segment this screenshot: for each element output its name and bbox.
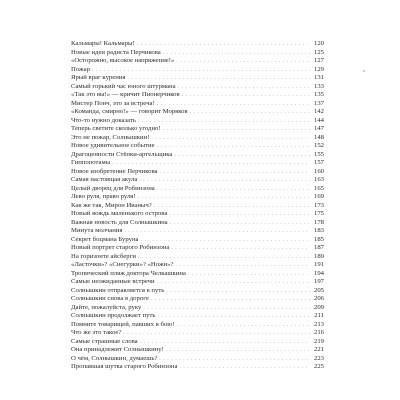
toc-dot-leader [163, 49, 310, 58]
toc-entry-page: 206 [313, 295, 324, 302]
toc-entry [71, 117, 324, 126]
toc-entry-title: Дайте, пожалуйста, руку [71, 303, 142, 311]
toc-dot-leader [176, 321, 310, 330]
toc-entry [71, 219, 324, 228]
toc-entry-title: Новый вождь маленького острова [71, 210, 168, 217]
toc-entry-title: Помните товарищей, павших в бою! [71, 320, 175, 328]
toc-entry-title: Что же это такое? [71, 329, 122, 336]
toc-entry-page: 152 [313, 142, 324, 149]
toc-dot-leader [171, 244, 310, 253]
toc-entry-title: Драгоценности Стёпки-артельщика [71, 150, 173, 158]
toc-entry [71, 66, 324, 75]
toc-entry [71, 40, 324, 49]
margin-mark [363, 70, 365, 72]
toc-dot-leader [160, 168, 311, 177]
toc-dot-leader [123, 329, 310, 338]
toc-entry-title: Она принадлежит Солнышкину! [71, 346, 164, 353]
toc-dot-leader [163, 125, 310, 134]
toc-entry [71, 100, 324, 109]
toc-entry-page: 189 [313, 252, 324, 260]
toc-entry-title: Мистер Понч, это за встреча! [71, 99, 155, 107]
toc-entry-page: 191 [313, 261, 324, 268]
toc-entry [71, 57, 324, 66]
toc-dot-leader [151, 134, 310, 143]
toc-entry [71, 295, 324, 304]
toc-entry-page: 216 [313, 329, 324, 336]
toc-entry [71, 176, 324, 185]
toc-entry [71, 151, 324, 160]
toc-dot-leader [188, 270, 310, 279]
toc-entry-page: 175 [313, 210, 324, 217]
toc-entry-title: Солнышкин снова в дороге [71, 295, 149, 302]
toc-entry-page: 160 [313, 167, 324, 175]
toc-entry-page: 163 [313, 176, 324, 183]
toc-entry-page: 173 [313, 201, 324, 209]
toc-entry [71, 193, 324, 202]
toc-entry-page: 144 [313, 116, 324, 124]
toc-entry [71, 125, 324, 134]
toc-entry [71, 159, 324, 168]
toc-entry-title: Самые неожиданные встречи [71, 278, 155, 285]
toc-dot-leader [179, 363, 310, 372]
toc-entry [71, 287, 324, 296]
toc-entry [71, 227, 324, 236]
toc-dot-leader [159, 355, 310, 364]
toc-entry-title: Пропавшая шутка старого Робинзона [71, 363, 178, 370]
toc-entry [71, 185, 324, 194]
toc-entry [71, 142, 324, 151]
toc-entry [71, 210, 324, 219]
table-of-contents [71, 40, 324, 372]
toc-entry-page: 225 [313, 363, 324, 370]
toc-entry-page: 197 [313, 278, 324, 285]
toc-entry-title: Минута молчания [71, 227, 123, 234]
toc-entry-title: Целый дворец для Робинзона [71, 184, 155, 192]
toc-entry [71, 202, 324, 211]
toc-entry-title: Кальмары! Кальмары! [71, 40, 135, 47]
toc-dot-leader [166, 346, 310, 355]
toc-entry-page: 187 [313, 244, 324, 251]
toc-entry-title: «Команда, смирно!» — говорит Моряков [71, 108, 188, 115]
toc-entry [71, 74, 324, 83]
toc-entry-title: Самый горький час юного штурмана [71, 82, 176, 90]
toc-entry-title: Пожар [71, 65, 90, 73]
toc-entry-title: Это не пожар, Солнышкин! [71, 133, 150, 141]
toc-entry-title: «Ласточки»? «Снегурки»? «Ножи»? [71, 261, 174, 268]
toc-entry-title: Новое изобретение Перчикова [71, 167, 158, 175]
toc-entry-page: 127 [313, 57, 324, 64]
toc-entry [71, 329, 324, 338]
toc-dot-leader [157, 100, 310, 109]
toc-entry [71, 253, 324, 262]
toc-entry-page: 129 [313, 65, 324, 73]
toc-dot-leader [92, 66, 310, 75]
toc-entry-title: «Осторожно, высокое напряжение!» [71, 57, 175, 64]
toc-entry-page: 131 [313, 74, 324, 81]
toc-dot-leader [157, 142, 310, 151]
toc-dot-leader [157, 312, 310, 321]
toc-entry [71, 236, 324, 245]
toc-entry-title: Солнышкин отправляется в путь [71, 286, 165, 294]
toc-entry-title: Тропический пляж доктора Челкашкина [71, 269, 186, 277]
toc-entry-title: Лево руля, право руля! [71, 193, 136, 200]
toc-entry [71, 261, 324, 270]
toc-entry-title: На горизонте айсберги [71, 252, 136, 260]
toc-entry-page: 221 [313, 346, 324, 353]
toc-entry-page: 137 [313, 99, 324, 107]
toc-dot-leader [178, 83, 310, 92]
toc-dot-leader [137, 40, 310, 49]
toc-entry [71, 91, 324, 100]
toc-dot-leader [157, 185, 310, 194]
toc-dot-leader [138, 253, 310, 262]
toc-dot-leader [166, 287, 310, 296]
toc-entry [71, 278, 324, 287]
toc-dot-leader [157, 278, 310, 287]
toc-entry-title: «Так это вы!» — кричит Пионерчиков [71, 91, 180, 98]
toc-dot-leader [140, 338, 310, 347]
toc-entry-page: 133 [313, 82, 324, 90]
toc-dot-leader [175, 261, 310, 270]
toc-entry-page: 147 [313, 125, 324, 132]
toc-entry-page: 213 [313, 320, 324, 328]
toc-entry-title: Секрет боцмана Буруна [71, 235, 139, 243]
toc-entry [71, 346, 324, 355]
toc-dot-leader [139, 176, 310, 185]
toc-entry [71, 312, 324, 321]
toc-dot-leader [138, 193, 310, 202]
toc-entry [71, 355, 324, 364]
toc-entry-page: 183 [313, 227, 324, 234]
toc-entry-page: 178 [313, 218, 324, 226]
toc-dot-leader [143, 304, 310, 313]
toc-dot-leader [190, 108, 310, 117]
toc-dot-leader [127, 74, 310, 83]
toc-entry-page: 211 [314, 312, 324, 319]
toc-entry-title: Солнышкин продолжает путь [71, 312, 156, 319]
toc-entry-page: 219 [313, 337, 324, 345]
toc-entry-title: Важная новость для Солнышкина [71, 218, 168, 226]
toc-entry-title: Самые страшные слова [71, 337, 138, 345]
toc-dot-leader [141, 236, 310, 245]
toc-entry-page: 135 [313, 91, 324, 98]
toc-entry-title: О чём, Солнышкин, думаешь? [71, 354, 158, 362]
toc-dot-leader [138, 117, 310, 126]
toc-entry-title: Самая настоящая акула [71, 176, 138, 183]
toc-entry [71, 363, 324, 372]
toc-entry-page: 155 [313, 150, 324, 158]
toc-entry-page: 125 [313, 48, 324, 56]
toc-dot-leader [154, 202, 310, 211]
toc-entry-page: 148 [313, 133, 324, 141]
toc-dot-leader [182, 91, 310, 100]
toc-entry [71, 49, 324, 58]
toc-entry [71, 134, 324, 143]
toc-dot-leader [151, 295, 310, 304]
toc-entry-title: Новый портрет старого Робинзона [71, 244, 170, 251]
toc-entry-title: Гиппопотамы [71, 159, 111, 166]
toc-entry-title: Как же так, Мирон Иваныч? [71, 201, 152, 209]
toc-dot-leader [174, 151, 310, 160]
toc-entry-page: 169 [313, 193, 324, 200]
toc-entry-title: Новое удивительное событие [71, 142, 155, 149]
toc-entry [71, 83, 324, 92]
toc-dot-leader [170, 219, 310, 228]
toc-entry-page: 142 [313, 108, 324, 115]
toc-dot-leader [124, 227, 310, 236]
toc-entry-page: 223 [313, 354, 324, 362]
toc-entry-page: 209 [313, 303, 324, 311]
toc-entry-page: 194 [313, 269, 324, 277]
toc-entry-title: Новые идеи радиста Перчикова [71, 48, 161, 56]
toc-entry-title: Что-то нужно доказать [71, 116, 136, 124]
toc-dot-leader [112, 159, 310, 168]
toc-entry [71, 168, 324, 177]
toc-entry-page: 165 [313, 184, 324, 192]
toc-entry-page: 120 [313, 40, 324, 47]
toc-entry-title: Ярый враг курения [71, 74, 126, 81]
toc-entry [71, 321, 324, 330]
toc-entry-page: 185 [313, 235, 324, 243]
toc-entry [71, 244, 324, 253]
toc-entry-title: Теперь светите сколько угодно! [71, 125, 161, 132]
toc-entry-page: 157 [313, 159, 324, 166]
toc-entry-page: 205 [313, 286, 324, 294]
toc-entry [71, 338, 324, 347]
toc-entry [71, 304, 324, 313]
toc-dot-leader [176, 57, 310, 66]
toc-entry [71, 270, 324, 279]
toc-dot-leader [169, 210, 310, 219]
toc-entry [71, 108, 324, 117]
